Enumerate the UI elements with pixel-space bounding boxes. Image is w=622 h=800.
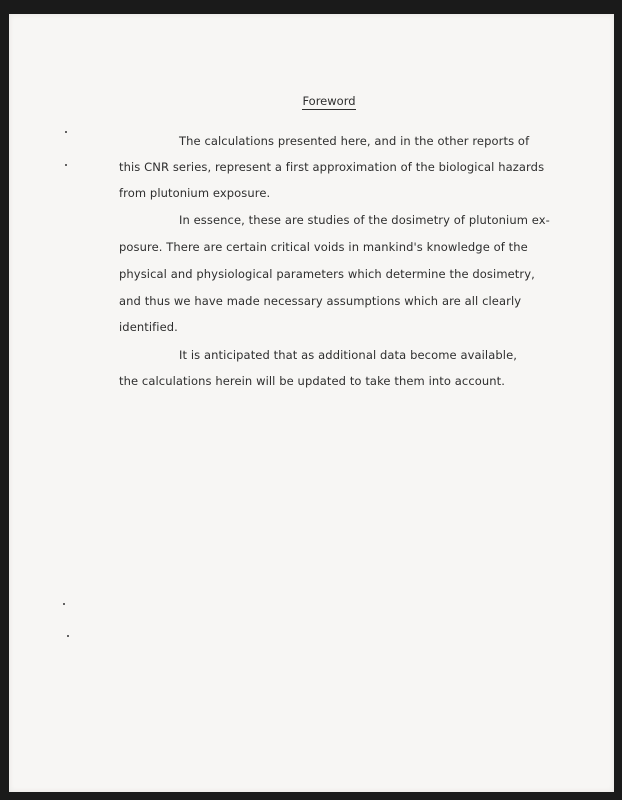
margin-mark <box>67 635 69 637</box>
margin-mark <box>63 603 65 605</box>
margin-mark <box>65 131 67 133</box>
paragraph-2-line-4: and thus we have made necessary assumptions which are all clearly <box>119 294 522 308</box>
paragraph-2-line-3: physical and physiological parameters which determine the dosimetry, <box>119 267 535 281</box>
paragraph-1-line-3: from plutonium exposure. <box>119 186 271 200</box>
paragraph-2-line-1: In essence, these are studies of the dosimetry of plutonium ex- <box>179 213 550 227</box>
margin-mark <box>65 164 67 166</box>
document-page <box>9 14 614 792</box>
paragraph-3-line-2: the calculations herein will be updated to take them into account. <box>119 374 506 388</box>
paragraph-2-line-5: identified. <box>119 320 178 334</box>
paragraph-3-line-1: It is anticipated that as additional data become available, <box>179 348 518 362</box>
paragraph-2-line-2: posure. There are certain critical voids in mankind's knowledge of the <box>119 240 528 254</box>
page-title-text: Foreword <box>302 94 356 108</box>
paragraph-1-line-1: The calculations presented here, and in the other reports of <box>179 134 530 148</box>
page-title <box>9 94 622 108</box>
paragraph-1-line-2: this CNR series, represent a first approximation of the biological hazards <box>119 160 545 174</box>
